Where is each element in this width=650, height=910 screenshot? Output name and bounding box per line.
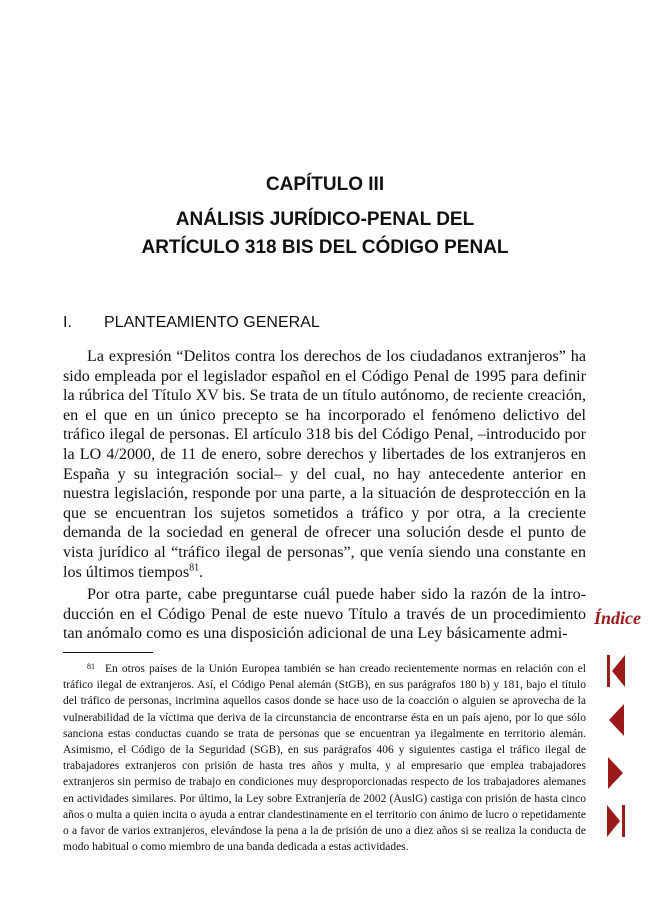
last-page-icon bbox=[606, 804, 626, 838]
footnote-text: En otros países de la Unión Europea también se han creado recientemente normas en relación con el tráfico ilegal de extranjeros. Así, el Código Penal alemán (StGB), en sus parágrafos 180 b) y 181, bajo el título del tráfico de personas, incrimina aquellos casos donde se hace uso de la coacción o alguien se aprovecha de la vulnerabilidad de la víctima que deriva de la circunstancia de encontrarse ésta en un país ajeno, por lo que sólo sanciona estas conductas cuando se trata de personas que se encuentran ya ilegalmente en territorio alemán. Asimismo, el Código de la Seguridad (SGB), en sus parágrafos 406 y siguientes castiga el tráfico ilegal de trabajadores extranjeros con prisión de hasta tres años y multa, y al empresario que emplea trabajadores extranjeros sin permiso de trabajo en condiciones muy desproporcionadas respecto de los trabajadores alemanes en actividades similares. Por último, la Ley sobre Extranjería de 2002 (AuslG) castiga con prisión de hasta cinco años o multa a quien incita o ayuda a entrar clandestinamente en el territorio con ánimo de lucro o repetidamente o a favor de varios extranjeros, elevándose la pena a la de prisión de uno a diez años si se realiza la conducta de modo habitual o como miembro de una banda dedicada a estas actividades. bbox=[63, 663, 586, 854]
footnote-number: 81 bbox=[87, 662, 95, 671]
footnote-reference: 81 bbox=[189, 562, 200, 574]
section-number: I. bbox=[63, 314, 72, 331]
body-paragraph-1 bbox=[63, 347, 586, 582]
next-page-icon bbox=[606, 756, 626, 790]
index-link[interactable]: Índice bbox=[594, 608, 641, 628]
last-page-button[interactable] bbox=[606, 804, 626, 838]
chapter-title-line-1: ANÁLISIS JURÍDICO-PENAL DEL bbox=[175, 209, 475, 230]
previous-page-icon bbox=[606, 703, 626, 737]
previous-page-button[interactable] bbox=[606, 703, 626, 737]
next-page-button[interactable] bbox=[606, 756, 626, 790]
footnote-divider bbox=[63, 652, 153, 653]
body-paragraph-2: Por otra parte, cabe preguntarse cuál puede haber sido la razón de la introducción en el Código Penal de este nuevo Título a través de un procedimiento tan anómalo como es una disposición adicional de una Ley básicamente admi- bbox=[63, 586, 586, 643]
paragraph-1-text: La expresión “Delitos contra los derechos de los ciudadanos extranjeros” ha sido empleada por el legislador español en el Código Penal de 1995 para definir la rúbrica del Título XV bis. Se trata de un título autónomo, de reciente creación, en el que en un único precepto se ha incorporado el fenómeno delictivo del tráfico ilegal de personas. El artículo 318 bis del Código Penal, –introducido por la LO 4/2000, de 11 de enero, sobre derechos y libertades de los extranjeros en España y su integración social– y del cual, no hay antecedente anterior en nuestra legislación, responde por una parte, a la situación de desprotección en la que se encuentran los sujetos sometidos a tráfico y por otra, a la creciente demanda de la sociedad en general de ofrecer una solución desde el punto de vista jurídico al “tráfico ilegal de personas”, que venía siendo una constante en los últimos tiempos bbox=[63, 348, 586, 581]
chapter-label: CAPÍTULO III bbox=[265, 174, 385, 195]
footnote bbox=[63, 659, 586, 855]
section-title: PLANTEAMIENTO GENERAL bbox=[104, 314, 320, 331]
first-page-button[interactable] bbox=[606, 654, 626, 688]
section-heading bbox=[63, 314, 320, 332]
chapter-title-line-2: ARTÍCULO 318 BIS DEL CÓDIGO PENAL bbox=[141, 237, 509, 258]
first-page-icon bbox=[606, 654, 626, 688]
paragraph-1-end: . bbox=[199, 563, 204, 581]
